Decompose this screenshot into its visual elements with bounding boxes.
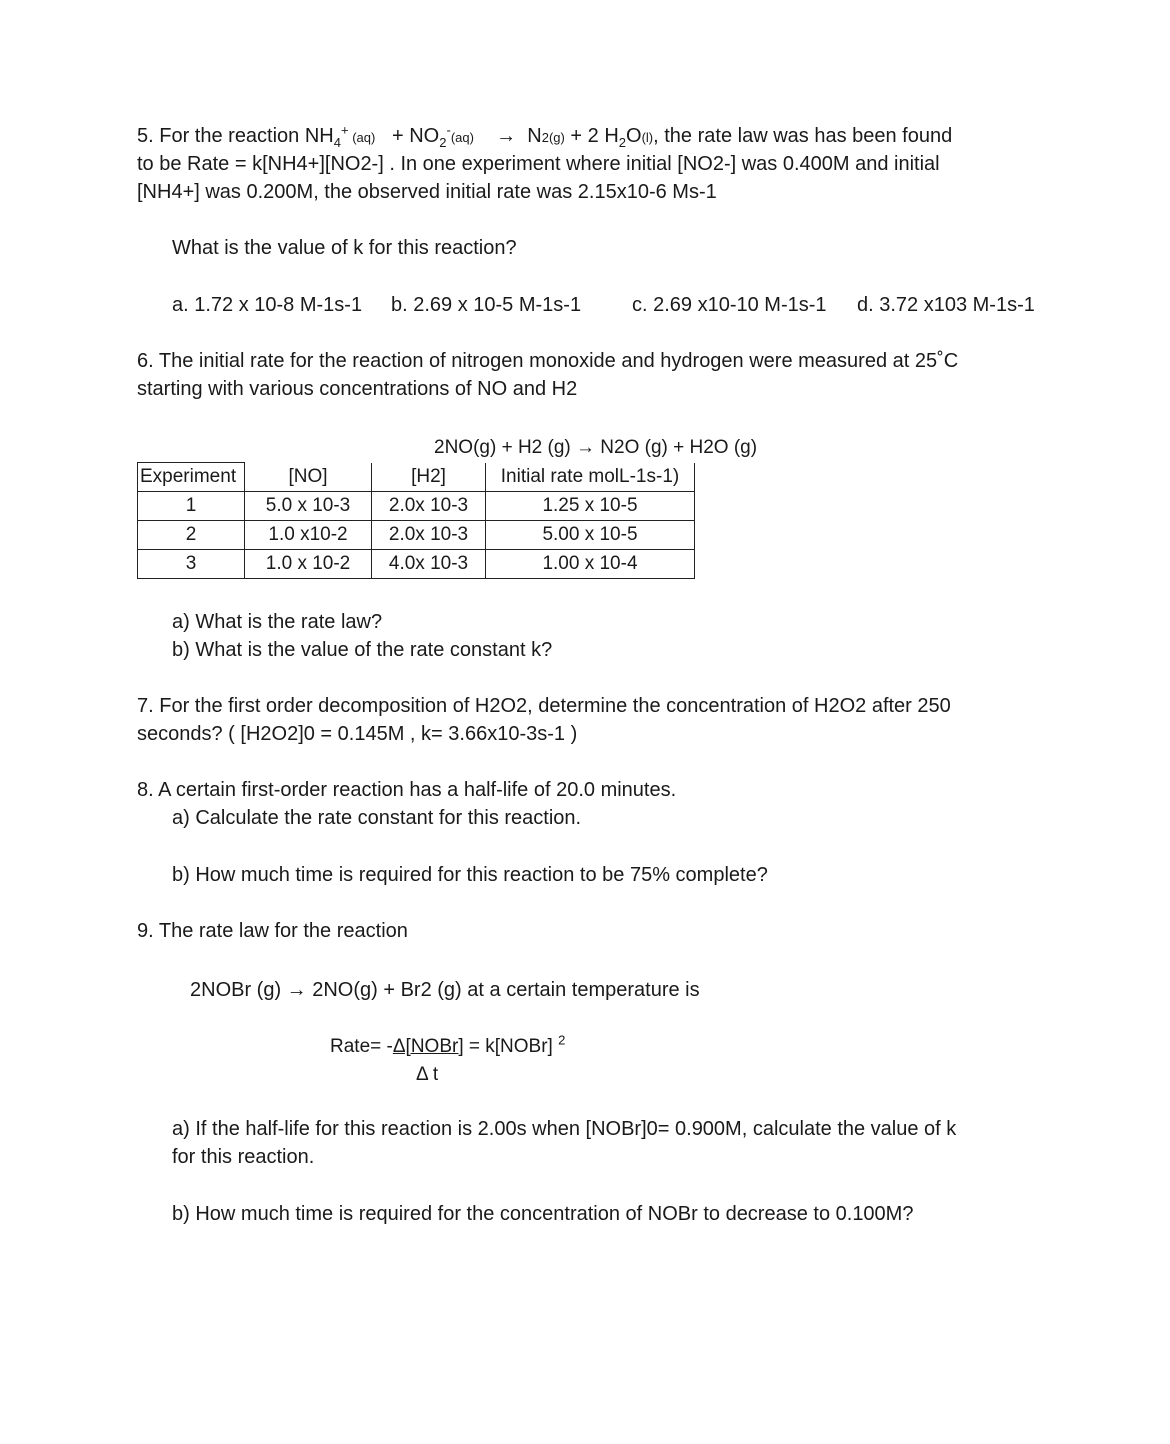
q5-line-3: [NH4+] was 0.200M, the observed initial rate was 2.15x10-6 Ms-1 xyxy=(137,181,717,203)
table-cell: 2 xyxy=(138,521,245,550)
table-cell: 1.0 x 10-2 xyxy=(245,550,372,579)
q5-line-2: to be Rate = k[NH4+][NO2-] . In one experiment where initial [NO2-] was 0.400M and initial xyxy=(137,153,940,175)
q6-part-b: b) What is the value of the rate constant k? xyxy=(172,639,553,661)
q9-part-b: b) How much time is required for the concentration of NOBr to decrease to 0.100M? xyxy=(172,1203,914,1225)
q8-part-b: b) How much time is required for this reaction to be 75% complete? xyxy=(172,864,768,886)
table-cell: 1 xyxy=(138,492,245,521)
reaction-arrow-icon: → xyxy=(496,125,517,147)
table-cell: 1.00 x 10-4 xyxy=(486,550,695,579)
q9-line-1: 9. The rate law for the reaction xyxy=(137,920,408,942)
table-row xyxy=(138,550,695,579)
table-cell: 5.0 x 10-3 xyxy=(245,492,372,521)
table-cell: 5.00 x 10-5 xyxy=(486,521,695,550)
q9-equation: 2NOBr (g) → 2NO(g) + Br2 (g) at a certain temperature is xyxy=(190,979,700,1001)
table-cell: 1.25 x 10-5 xyxy=(486,492,695,521)
table-cell: 2.0x 10-3 xyxy=(372,521,486,550)
table-row xyxy=(138,521,695,550)
q5-question: What is the value of k for this reaction? xyxy=(172,237,517,259)
q5-choice-c: c. 2.69 x10-10 M-1s-1 xyxy=(632,294,827,316)
table-row xyxy=(138,492,695,521)
table-header: Initial rate molL-1s-1) xyxy=(486,463,695,492)
table-header: [H2] xyxy=(372,463,486,492)
q5-choice-a: a. 1.72 x 10-8 M-1s-1 xyxy=(172,294,363,316)
q7-line-2: seconds? ( [H2O2]0 = 0.145M , k= 3.66x10-3s-1 ) xyxy=(137,723,578,745)
q7-line-1: 7. For the first order decomposition of H2O2, determine the concentration of H2O2 after 250 xyxy=(137,695,951,717)
q5-choice-b: b. 2.69 x 10-5 M-1s-1 xyxy=(391,294,582,316)
rate-denominator: Δ t xyxy=(416,1064,439,1085)
table-header: Experiment xyxy=(138,463,245,492)
rate-numerator: Δ[NOBr] xyxy=(392,1036,464,1057)
q6-part-a: a) What is the rate law? xyxy=(172,611,383,633)
q6-line-2: starting with various concentrations of NO and H2 xyxy=(137,378,578,400)
table-cell: 2.0x 10-3 xyxy=(372,492,486,521)
experiment-table xyxy=(137,462,695,579)
q8-part-a: a) Calculate the rate constant for this reaction. xyxy=(172,807,582,829)
table-cell: 1.0 x10-2 xyxy=(245,521,372,550)
q8-line-1: 8. A certain first-order reaction has a half-life of 20.0 minutes. xyxy=(137,779,677,801)
table-cell: 3 xyxy=(138,550,245,579)
q5-line-1: 5. For the reaction $NH_4^+$ (aq) + $NO_2^-(aq)$ → N2(g) + 2 $H_2O(l)$, the rate law was has been found xyxy=(137,122,953,150)
q6-equation: 2NO(g) + H2 (g) → N2O (g) + H2O (g) xyxy=(434,437,758,458)
table-header-row xyxy=(138,463,695,492)
q6-line-1: 6. The initial rate for the reaction of nitrogen monoxide and hydrogen were measured at 25˚C xyxy=(137,350,959,372)
q9-rate-expression: Rate= -Δ[NOBr] = k[NOBr] $^2$ xyxy=(330,1032,566,1057)
q9-part-a-line-2: for this reaction. xyxy=(172,1146,315,1168)
q5-choice-d: d. 3.72 x103 M-1s-1 xyxy=(857,294,1035,316)
table-cell: 4.0x 10-3 xyxy=(372,550,486,579)
q9-part-a-line-1: a) If the half-life for this reaction is 2.00s when [NOBr]0= 0.900M, calculate the value of k xyxy=(172,1118,957,1140)
table-header: [NO] xyxy=(245,463,372,492)
